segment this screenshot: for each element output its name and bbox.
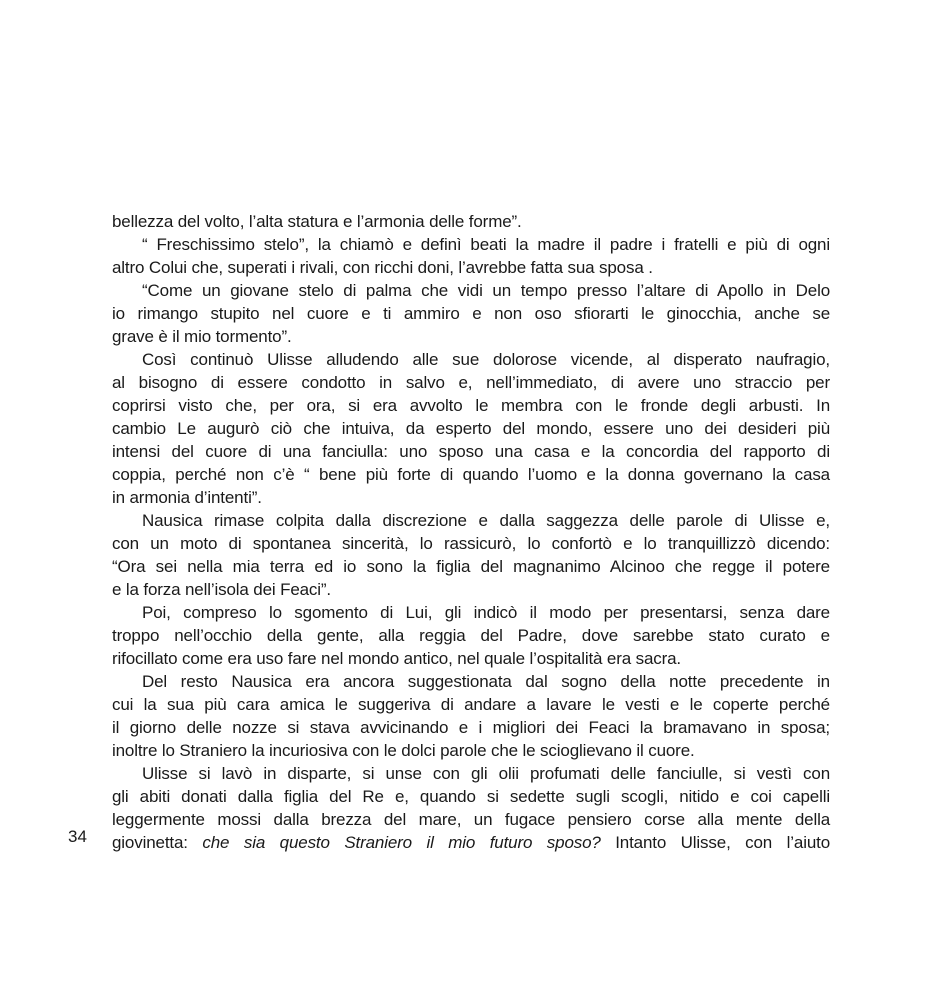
text-line: “Ora sei nella mia terra ed io sono la figlia del magnanimo Alcinoo che regge il potere xyxy=(112,557,830,576)
last-line-before: giovinetta: xyxy=(112,833,203,852)
text-line: grave è il mio tormento”. xyxy=(112,327,292,346)
text-line: intensi del cuore di una fanciulla: uno sposo una casa e la concordia del rapporto di xyxy=(112,442,830,461)
text-line: inoltre lo Straniero la incuriosiva con le dolci parole che le scioglievano il cuore. xyxy=(112,741,695,760)
text-line: e la forza nell’isola dei Feaci”. xyxy=(112,580,331,599)
text-line: io rimango stupito nel cuore e ti ammiro e non oso sfiorarti le ginocchia, anche se xyxy=(112,304,830,323)
text-line: bellezza del volto, l’alta statura e l’armonia delle forme”. xyxy=(112,212,522,231)
text-line: Del resto Nausica era ancora suggestionata dal sogno della notte precedente in xyxy=(142,672,830,691)
text-line: coprirsi visto che, per ora, si era avvolto le membra con le fronde degli arbusti. In xyxy=(112,396,830,415)
italic-question: che sia questo Straniero il mio futuro sposo? xyxy=(202,833,601,852)
text-line: “ Freschissimo stelo”, la chiamò e definì beati la madre il padre i fratelli e più di ogni xyxy=(142,235,830,254)
text-line: in armonia d’intenti”. xyxy=(112,488,262,507)
text-line: al bisogno di essere condotto in salvo e, nell’immediato, di avere uno straccio per xyxy=(112,373,830,392)
text-line: Ulisse si lavò in disparte, si unse con gli olii profumati delle fanciulle, si vestì con xyxy=(142,764,830,783)
text-line: coppia, perché non c’è “ bene più forte di quando l’uomo e la donna governano la casa xyxy=(112,465,830,484)
text-line: cui la sua più cara amica le suggeriva di andare a lavare le vesti e le coperte perché xyxy=(112,695,830,714)
text-line: rifocillato come era uso fare nel mondo antico, nel quale l’ospitalità era sacra. xyxy=(112,649,681,668)
text-line: Nausica rimase colpita dalla discrezione e dalla saggezza delle parole di Ulisse e, xyxy=(142,511,830,530)
text-line: “Come un giovane stelo di palma che vidi un tempo presso l’altare di Apollo in Delo xyxy=(142,281,830,300)
text-line: altro Colui che, superati i rivali, con ricchi doni, l’avrebbe fatta sua sposa . xyxy=(112,258,653,277)
body-text xyxy=(112,210,830,854)
text-line: gli abiti donati dalla figlia del Re e, quando si sedette sugli scogli, nitido e coi capelli xyxy=(112,787,830,806)
text-line: il giorno delle nozze si stava avvicinando e i migliori dei Feaci la bramavano in sposa; xyxy=(112,718,830,737)
last-text-line xyxy=(112,831,830,854)
text-line: leggermente mossi dalla brezza del mare, un fugace pensiero corse alla mente della xyxy=(112,810,830,829)
text-line: cambio Le augurò ciò che intuiva, da esperto del mondo, essere uno dei desideri più xyxy=(112,419,830,438)
text-line: troppo nell’occhio della gente, alla reggia del Padre, dove sarebbe stato curato e xyxy=(112,626,830,645)
text-line: Così continuò Ulisse alludendo alle sue dolorose vicende, al disperato naufragio, xyxy=(142,350,830,369)
last-line-after: Intanto Ulisse, con l’aiuto xyxy=(600,833,830,852)
page-number: 34 xyxy=(68,827,87,846)
text-line: con un moto di spontanea sincerità, lo rassicurò, lo confortò e lo tranquillizzò dicendo: xyxy=(112,534,830,553)
text-line: Poi, compreso lo sgomento di Lui, gli indicò il modo per presentarsi, senza dare xyxy=(142,603,830,622)
